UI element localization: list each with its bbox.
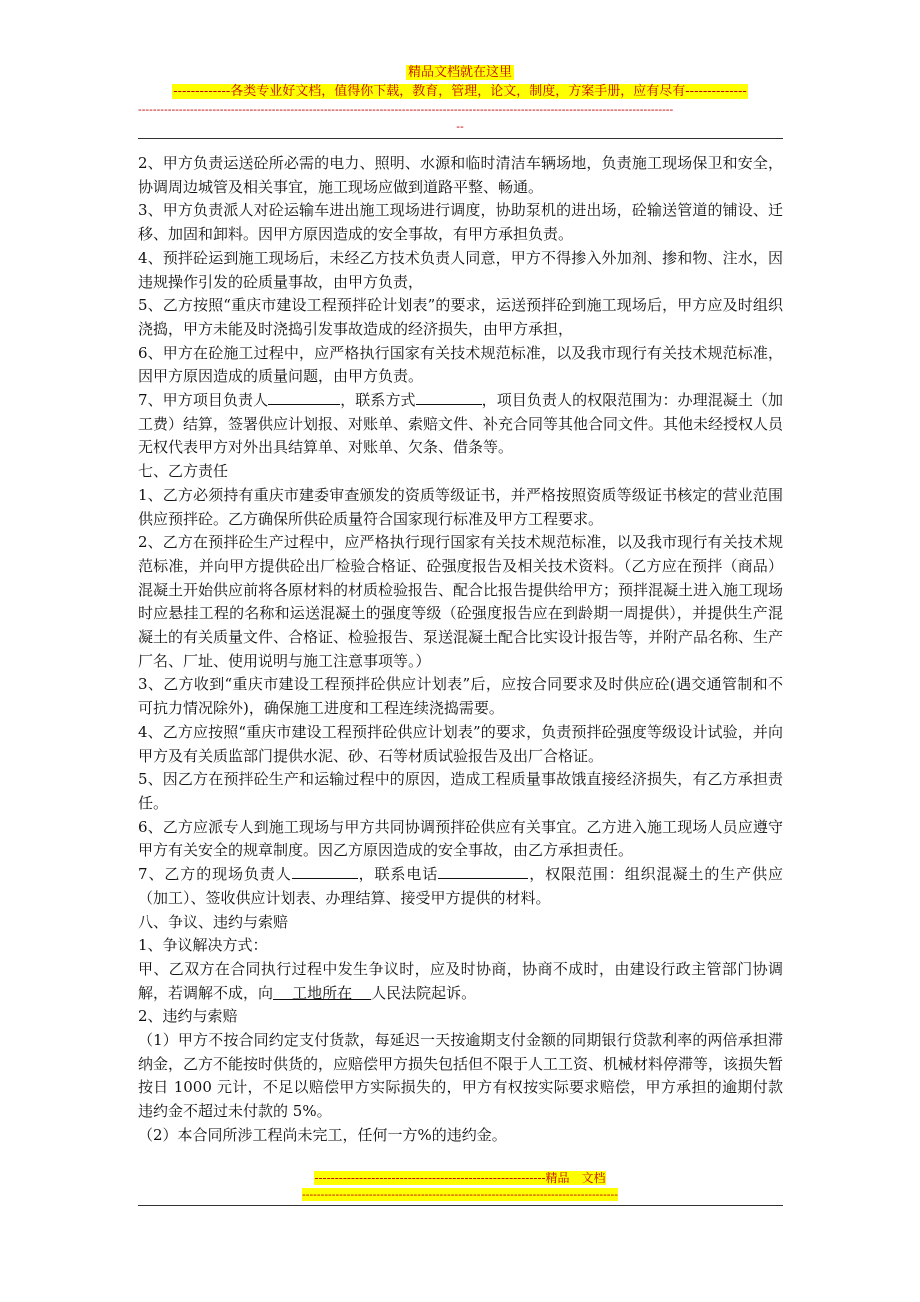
- court-location: 工地所在: [273, 983, 372, 1002]
- paragraph: 5、因乙方在预拌砼生产和运输过程中的原因，造成工程质量事故饿直接经济损失，有乙方承担责任。: [138, 770, 783, 812]
- paragraph-dispute: 甲、乙双方在合同执行过程中发生争议时，应及时协商，协商不成时，由建设行政主管部门协调解，若调解不成，向 工地所在 人民法院起诉。: [138, 959, 783, 1002]
- paragraph: 4、乙方应按照“重庆市建设工程预拌砼供应计划表”的要求，负责预拌砼强度等级设计试验，并向甲方及有关质监部门提供水泥、砂、石等材质试验报告及出厂合格证。: [138, 722, 783, 765]
- footer-line: ---------------------------------------------------------精品 文档: [314, 1171, 606, 1185]
- paragraph: （1）甲方不按合同约定支付货款，每延迟一天按逾期支付金额的同期银行贷款利率的两倍承担滞纳金，乙方不能按时供货的，应赔偿甲方损失包括但不限于人工工资、机械材料停滞等，该损失暂按日 1000 元计，不足以赔偿甲方实际损失的，甲方有权按实际要求赔偿，甲方承担的逾期付款违约金不超过未付款的 5%。: [138, 1031, 784, 1121]
- footer-rule: [138, 1205, 783, 1206]
- paragraph: 5、乙方按照“重庆市建设工程预拌砼计划表”的要求，运送预拌砼到施工现场后，甲方应及时组织浇捣，甲方未能及时浇捣引发事故造成的经济损失，由甲方承担，: [138, 296, 783, 338]
- paragraph: 4、预拌砼运到施工现场后，未经乙方技术负责人同意，甲方不得掺入外加剂、掺和物、注水，因违规操作引发的砼质量事故，由甲方负责，: [138, 248, 783, 291]
- blank-field: [416, 389, 482, 405]
- paragraph: 3、甲方负责派人对砼运输车进出施工现场进行调度，协助泵机的进出场，砼输送管道的铺设、迁移、加固和卸料。因甲方原因造成的安全事故，有甲方承担负责。: [138, 201, 783, 244]
- header-dash-end: --: [456, 120, 464, 133]
- paragraph-project-manager: 7、甲方项目负责人 ，联系方式 ，项目负责人的权限范围为：办理混凝土（加工费）结算，签署供应计划报、对账单、索赔文件、补充合同等其他合同文件。其他未经授权人员无权代表甲方对外出具结算单、对账单、欠条、借条等。: [138, 391, 784, 457]
- paragraph: 2、乙方在预拌砼生产过程中，应严格执行现行国家有关技术规范标准，以及我市现行有关技术规范标准，并向甲方提供砼出厂检验合格证、砼强度报告及相关技术资料。（乙方应在预拌（商品）混凝土开始供应前将各原材料的材质检验报告、配合比报告提供给甲方；预拌混凝土进入施工现场时应悬挂工程的名称和运送混凝土的强度等级（砼强度报告应在到龄期一周提供），并提供生产混凝土的有关质量文件、合格证、检验报告、泵送混凝土配合比实设计报告等，并附产品名称、生产厂名、厂址、使用说明与施工注意事项等。）: [138, 533, 784, 670]
- subheading: 1、争议解决方式：: [138, 936, 268, 955]
- paragraph-site-manager: 7、乙方的现场负责人 ，联系电话 ，权限范围：组织混凝土的生产供应（加工）、签收供应计划表、办理结算、接受甲方提供的材料。: [138, 865, 783, 907]
- header-tagline: -------------各类专业好文档，值得你下载，教育，管理，论文，制度，方案手册，应有尽有--------------: [173, 84, 747, 99]
- blank-field: [268, 389, 340, 405]
- blank-field: [292, 863, 358, 879]
- blank-field: [438, 863, 528, 879]
- paragraph: 3、乙方收到“重庆市建设工程预拌砼供应计划表”后，应按合同要求及时供应砼(遇交通管制和不可抗力情况除外)，确保施工进度和工程连续浇捣需要。: [138, 675, 783, 718]
- header-title: 精品文档就在这里: [407, 65, 512, 80]
- section-heading: 七、乙方责任: [138, 462, 229, 481]
- footer-dash-line: -------------------------------------------------------------------------------------: [302, 1188, 618, 1201]
- subheading: 2、违约与索赔: [138, 1007, 238, 1026]
- paragraph: 6、乙方应派专人到施工现场与甲方共同协调预拌砼供应有关事宜。乙方进入施工现场人员应遵守甲方有关安全的规章制度。因乙方原因造成的安全事故，由乙方承担责任。: [138, 817, 783, 860]
- paragraph: 1、乙方必须持有重庆市建委审查颁发的资质等级证书，并严格按照资质等级证书核定的营业范围供应预拌砼。乙方确保所供砼质量符合国家现行标准及甲方工程要求。: [138, 485, 783, 528]
- document-body: [138, 152, 783, 1148]
- paragraph: 2、甲方负责运送砼所必需的电力、照明、水源和临时清洁车辆场地，负责施工现场保卫和安全，协调周边城管及相关事宜，施工现场应做到道路平整、畅通。: [138, 154, 783, 196]
- paragraph: （2）本合同所涉工程尚未完工，任何一方%的违约金。: [138, 1125, 507, 1144]
- header-rule: [138, 138, 783, 139]
- section-heading: 八、争议、违约与索赔: [138, 912, 289, 931]
- header-dash-line: ------------------------------------------------------------------------------------------------------------------------------------------------: [138, 103, 674, 116]
- paragraph: 6、甲方在砼施工过程中，应严格执行国家有关技术规范标准，以及我市现行有关技术规范标准，因甲方原因造成的质量问题，由甲方负责。: [138, 343, 783, 386]
